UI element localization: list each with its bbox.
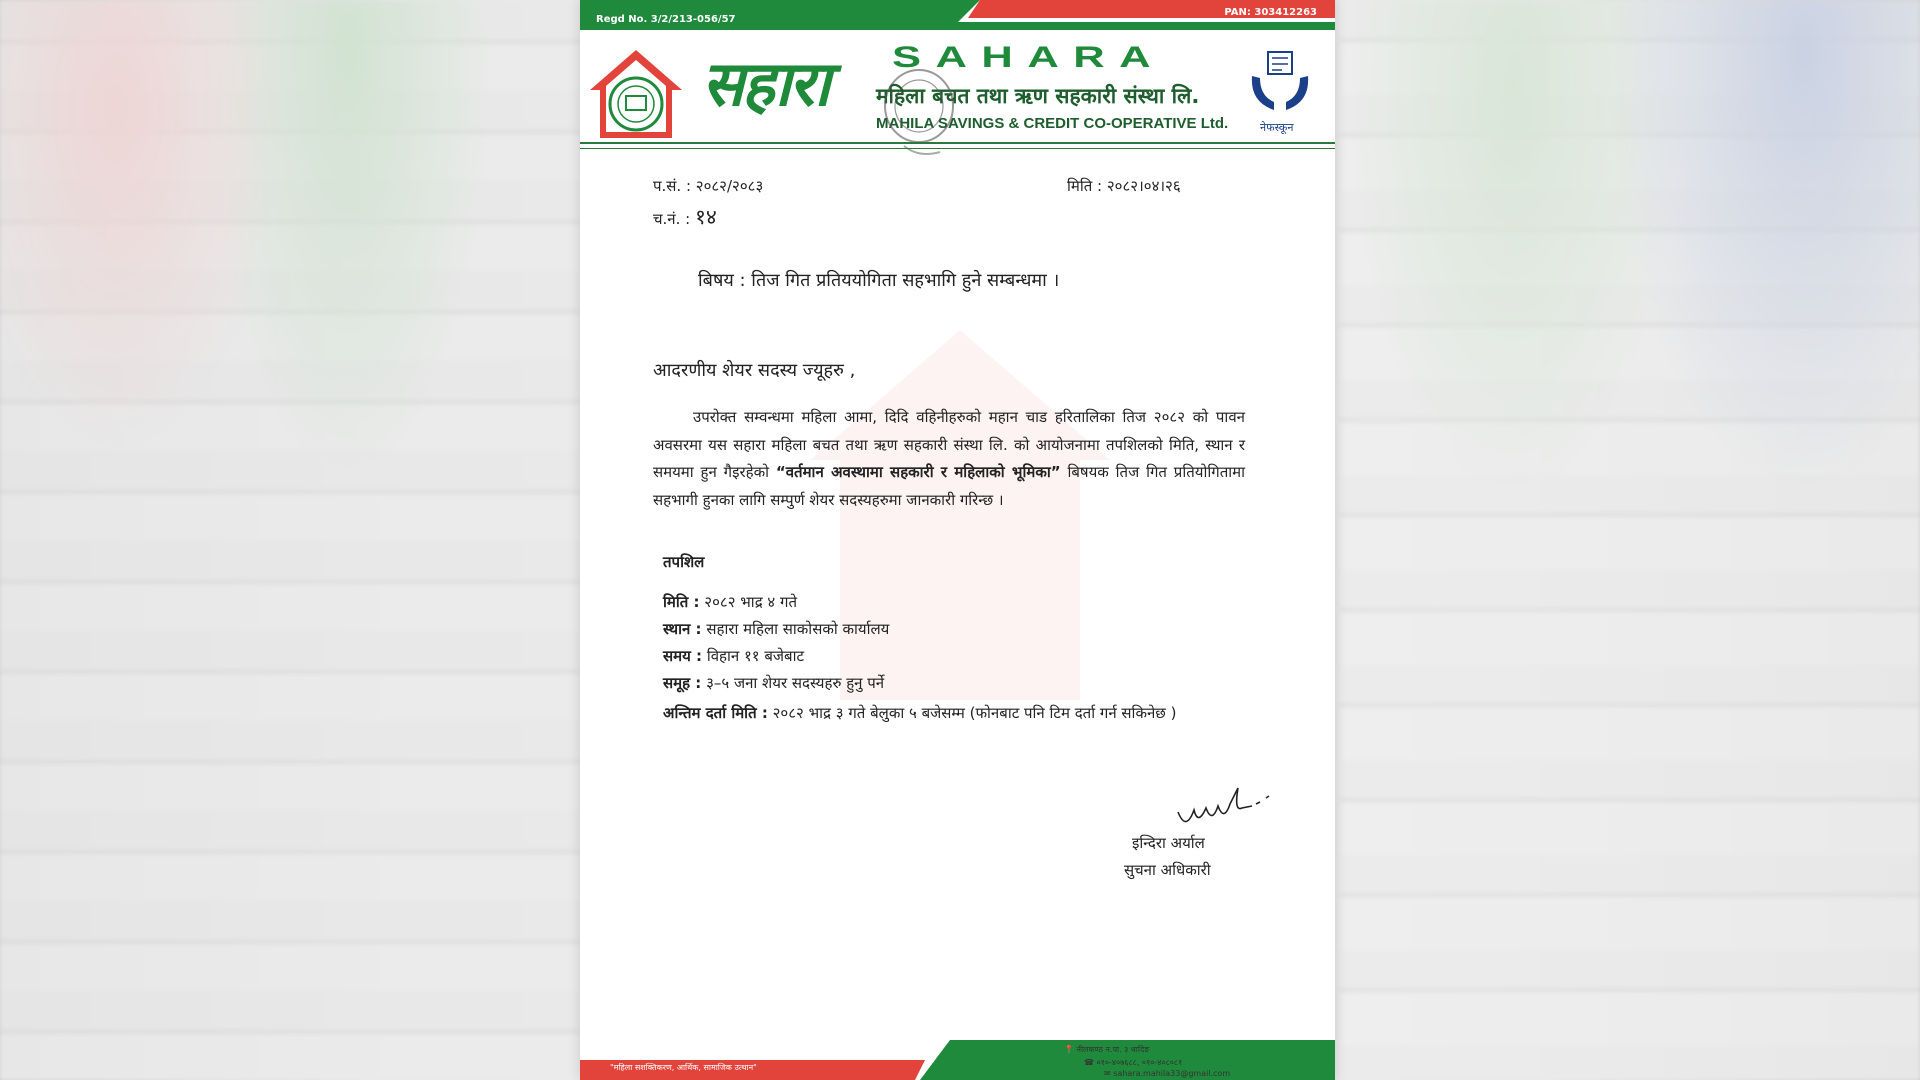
dispatch-number-value: १४ — [695, 205, 717, 229]
detail-place — [663, 619, 889, 639]
header-divider — [580, 142, 1335, 144]
detail-label: समय : — [663, 647, 703, 665]
reference-number: प.सं. : २०८२/२०८३ — [653, 177, 764, 195]
nefscun-hands-logo-icon — [1244, 46, 1316, 118]
detail-label: अन्तिम दर्ता मिति : — [663, 704, 768, 722]
phone-icon: ☎ — [1084, 1058, 1094, 1067]
body-paragraph — [653, 404, 1245, 514]
body-text-start: उपरोक्त सम्वन्धमा महिला आमा, दिदि वहिनीहरुको महान चाड हरितालिका तिज २०८२ को पावन अवसरमा यस सहारा महिला बचत तथा ऋण सहकारी संस्था लि. को आयोजनामा तपशिलको मिति, स्थान र समयमा हुन गैइरहेको — [653, 408, 1245, 481]
detail-group — [663, 673, 884, 693]
body-text-bold-theme: “वर्तमान अवस्थामा सहकारी र महिलाको भूमिका” — [775, 463, 1061, 481]
round-seal-stamp — [882, 66, 956, 160]
location-pin-icon: 📍 — [1064, 1045, 1074, 1054]
brand-subtitle-nepali: महिला बचत तथा ऋण सहकारी संस्था लि. — [876, 84, 1200, 108]
brand-name-latin: SAHARA — [892, 41, 1166, 74]
footer-email-text: sahara.mahila33@gmail.com — [1113, 1069, 1231, 1078]
detail-date — [663, 592, 797, 612]
detail-time — [663, 646, 804, 666]
detail-deadline — [663, 699, 1248, 727]
pan-number: PAN: 303412263 — [1224, 7, 1317, 18]
footer-phone — [1084, 1057, 1182, 1068]
footer-address-text: नीलकण्ठ न.पा. ३ धादिङ — [1076, 1045, 1150, 1054]
detail-value: २०८२ भाद्र ४ गते — [704, 593, 797, 611]
signatory-title: सुचना अधिकारी — [1124, 861, 1211, 879]
detail-label: मिति : — [663, 593, 700, 611]
header-divider-thin — [580, 148, 1335, 149]
house-logo-icon — [586, 46, 686, 146]
detail-value: विहान ११ बजेबाट — [706, 647, 805, 665]
registration-number: Regd No. 3/2/213-056/57 — [596, 14, 736, 25]
detail-label: समूह : — [663, 674, 702, 692]
body-text-end: बिषयक तिज गित प्रतियोगितामा सहभागी हुनका लागि सम्पुर्ण शेयर सदस्यहरुमा जानकारी गरिन्छ । — [653, 463, 1245, 509]
background-right-blur — [1340, 0, 1920, 1080]
footer-phone-text: ०१०-४०७६८८, ०१०-४०८०८१ — [1096, 1058, 1183, 1067]
footer-email — [1104, 1069, 1230, 1078]
email-icon: ✉ — [1104, 1069, 1111, 1078]
brand-name-devanagari: सहारा — [702, 47, 829, 120]
detail-value: ३–५ जना शेयर सदस्यहरु हुनु पर्ने — [706, 674, 885, 692]
detail-label: स्थान : — [663, 620, 702, 638]
footer-address — [1064, 1044, 1149, 1055]
detail-value: सहारा महिला साकोसको कार्यालय — [706, 620, 890, 638]
detail-value: २०८२ भाद्र ३ गते बेलुका ५ बजेसम्म (फोनबाट पनि टिम दर्ता गर्न सकिनेछ ) — [772, 704, 1177, 722]
brand-subtitle-english: MAHILA SAVINGS & CREDIT CO-OPERATIVE Ltd. — [876, 115, 1229, 132]
background-left-blur — [0, 0, 580, 1080]
salutation: आदरणीय शेयर सदस्य ज्यूहरु , — [653, 360, 856, 381]
letter-page — [580, 0, 1335, 1080]
letter-date: मिति : २०८२।०४।२६ — [1067, 177, 1181, 195]
signatory-name: इन्दिरा अर्याल — [1132, 834, 1205, 852]
footer-slogan: "महिला सशक्तिकरण, आर्थिक, सामाजिक उत्थान" — [610, 1063, 757, 1072]
nefscun-label: नेफस्कून — [1260, 121, 1294, 134]
dispatch-number-label: च.नं. : — [653, 210, 691, 228]
letter-subject: बिषय : तिज गित प्रतिययोगिता सहभागि हुने सम्बन्धमा । — [698, 270, 1060, 291]
dispatch-number — [653, 203, 717, 231]
tapashil-heading: तपशिल — [663, 553, 705, 571]
